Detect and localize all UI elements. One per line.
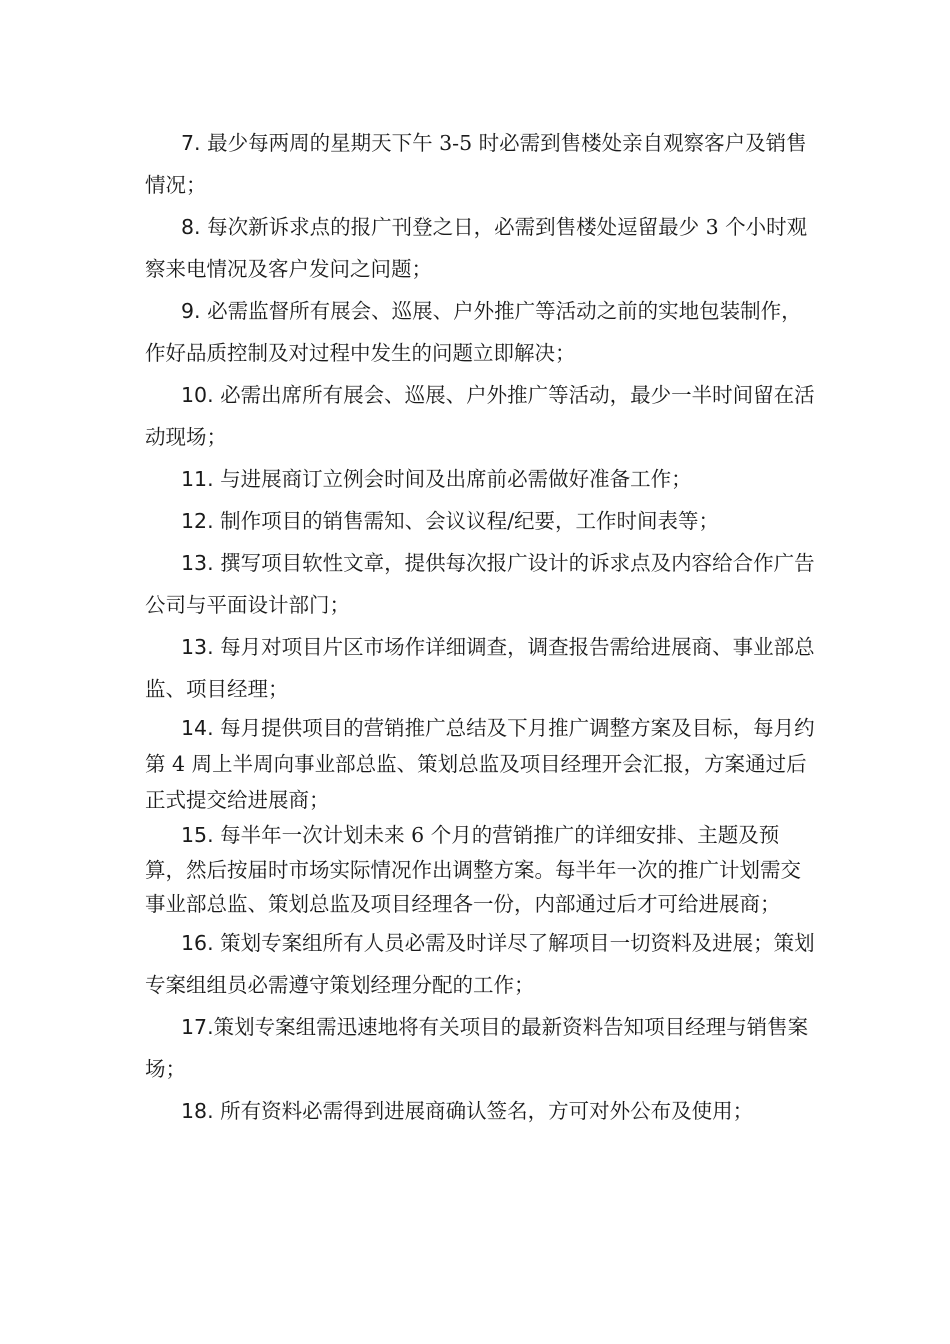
item-text: 策划专案组所有人员必需及时详尽了解项目一切资料及进展；策划专案组组员必需遵守策划经理分配的工作；: [145, 930, 815, 997]
item-number: 11.: [181, 467, 221, 491]
item-text: 制作项目的销售需知、会议议程/纪要，工作时间表等；: [220, 509, 720, 533]
item-text: 撰写项目软性文章，提供每次报广设计的诉求点及内容给合作广告公司与平面设计部门；: [145, 551, 815, 617]
list-item: [145, 1090, 817, 1132]
item-number: 16.: [181, 930, 221, 955]
item-text: 策划专案组需迅速地将有关项目的最新资料告知项目经理与销售案场；: [145, 1014, 809, 1081]
list-item: [145, 122, 817, 206]
item-number: 12.: [181, 509, 221, 533]
item-number: 14.: [181, 716, 221, 740]
list-item: [145, 710, 817, 818]
item-number: 10.: [181, 383, 221, 407]
item-number: 7.: [181, 131, 208, 155]
item-text: 必需监督所有展会、巡展、户外推广等活动之前的实地包装制作，作好品质控制及对过程中发生的问题立即解决；: [145, 299, 802, 365]
item-number: 18.: [181, 1098, 221, 1123]
item-text: 每次新诉求点的报广刊登之日，必需到售楼处逗留最少 3 个小时观察来电情况及客户发问之问题；: [145, 215, 808, 281]
item-text: 必需出席所有展会、巡展、户外推广等活动，最少一半时间留在活动现场；: [145, 383, 815, 449]
list-item: [145, 626, 817, 710]
list-item: [145, 206, 817, 290]
item-number: 13.: [181, 551, 221, 575]
list-item: [145, 500, 817, 542]
item-text: 每月对项目片区市场作详细调查，调查报告需给进展商、事业部总监、项目经理；: [145, 635, 815, 701]
list-item: [145, 374, 817, 458]
item-text: 每半年一次计划未来 6 个月的营销推广的详细安排、主题及预算，然后按届时市场实际情况作出调整方案。每半年一次的推广计划需交事业部总监、策划总监及项目经理各一份，内部通过后才可给进展商；: [145, 823, 801, 916]
list-item: [145, 458, 817, 500]
list-item: [145, 922, 817, 1006]
document-body: [145, 122, 817, 1132]
list-item: [145, 1006, 817, 1090]
item-text: 每月提供项目的营销推广总结及下月推广调整方案及目标，每月约第 4 周上半周向事业部总监、策划总监及项目经理开会汇报，方案通过后正式提交给进展商；: [145, 716, 815, 812]
item-number: 17.: [181, 1014, 214, 1039]
item-number: 13.: [181, 635, 221, 659]
list-item: [145, 290, 817, 374]
list-item: [145, 542, 817, 626]
list-item: [145, 818, 817, 922]
item-number: 15.: [181, 823, 221, 847]
item-text: 最少每两周的星期天下午 3-5 时必需到售楼处亲自观察客户及销售情况；: [145, 131, 807, 197]
item-text: 与进展商订立例会时间及出席前必需做好准备工作；: [220, 467, 692, 491]
item-text: 所有资料必需得到进展商确认签名，方可对外公布及使用；: [220, 1098, 754, 1123]
item-number: 8.: [181, 215, 208, 239]
item-number: 9.: [181, 299, 208, 323]
